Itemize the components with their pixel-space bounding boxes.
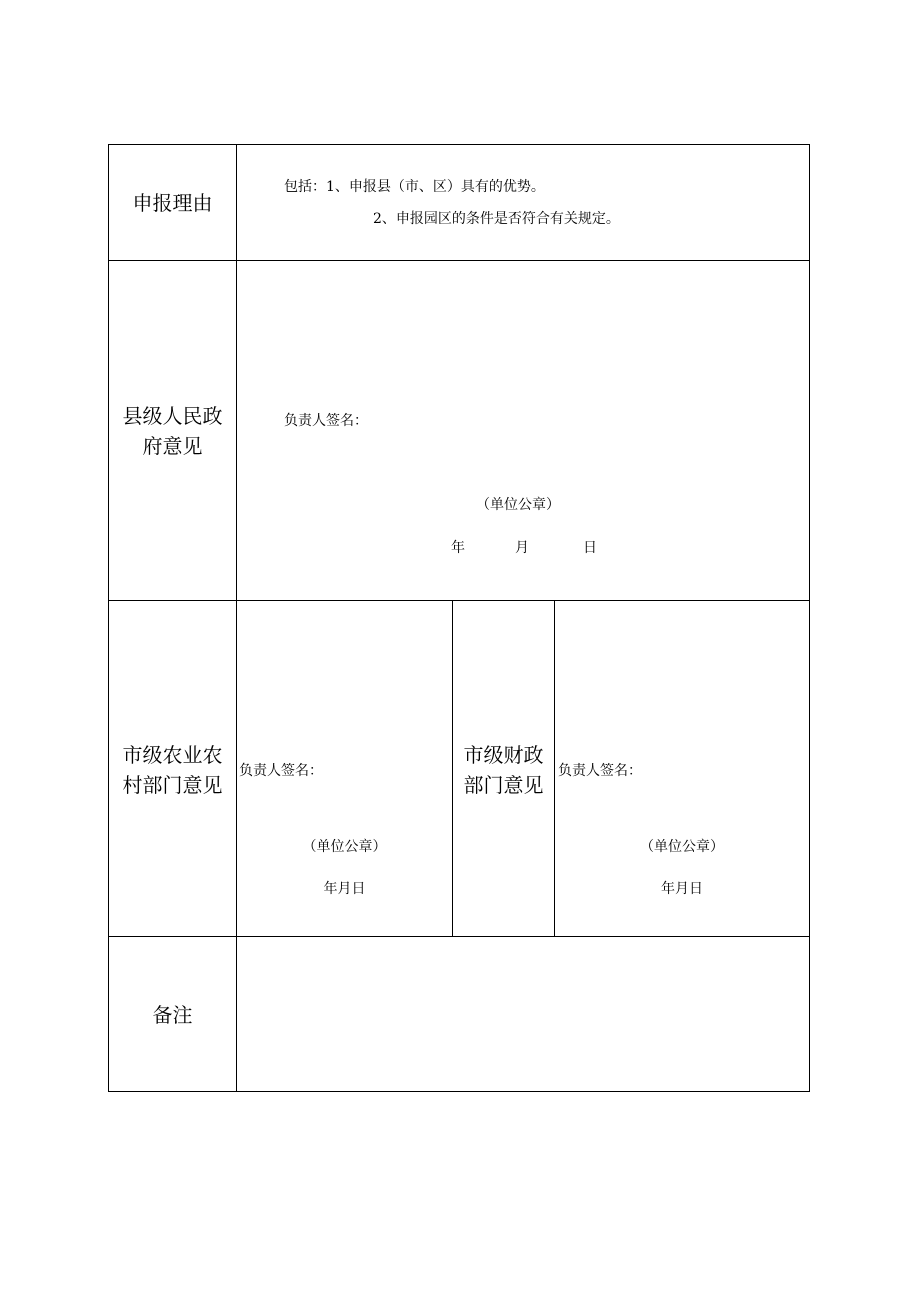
county-date-day: 日 bbox=[583, 540, 597, 556]
city-finance-label-line-1: 市级财政 bbox=[463, 743, 544, 767]
application-form-table bbox=[108, 144, 810, 1092]
county-opinion-label bbox=[109, 401, 236, 461]
city-agri-seal-label: （单位公章） bbox=[302, 839, 387, 855]
city-agri-signature-label: 负责人签名： bbox=[239, 763, 323, 779]
county-seal-label: （单位公章） bbox=[476, 497, 560, 513]
city-finance-date: 年月日 bbox=[661, 881, 703, 897]
remarks-label: 备注 bbox=[152, 1003, 193, 1027]
label-column-divider bbox=[236, 145, 237, 1091]
city-finance-opinion-label bbox=[453, 740, 554, 800]
city-agri-label-line-2: 村部门意见 bbox=[122, 773, 223, 797]
city-finance-signature-label: 负责人签名： bbox=[558, 763, 642, 779]
city-finance-seal-label: （单位公章） bbox=[640, 839, 724, 855]
reason-label: 申报理由 bbox=[132, 191, 213, 215]
reason-line-2: 2、申报园区的条件是否符合有关规定。 bbox=[373, 211, 620, 227]
row-divider-2 bbox=[109, 600, 809, 601]
reason-line-1: 包括：1、申报县（市、区）具有的优势。 bbox=[284, 179, 545, 195]
city-agri-opinion-label bbox=[109, 740, 236, 800]
county-signature-label: 负责人签名： bbox=[284, 413, 368, 429]
city-finance-label-line-2: 部门意见 bbox=[463, 773, 544, 797]
city-agri-date: 年月日 bbox=[323, 881, 366, 897]
county-label-line-1: 县级人民政 bbox=[122, 404, 223, 428]
row-divider-3 bbox=[109, 936, 809, 937]
county-label-line-2: 府意见 bbox=[142, 434, 203, 458]
county-date-month: 月 bbox=[515, 540, 529, 556]
city-agri-label-line-1: 市级农业农 bbox=[122, 743, 223, 767]
row-divider-1 bbox=[109, 260, 809, 261]
county-date-year: 年 bbox=[451, 540, 465, 556]
